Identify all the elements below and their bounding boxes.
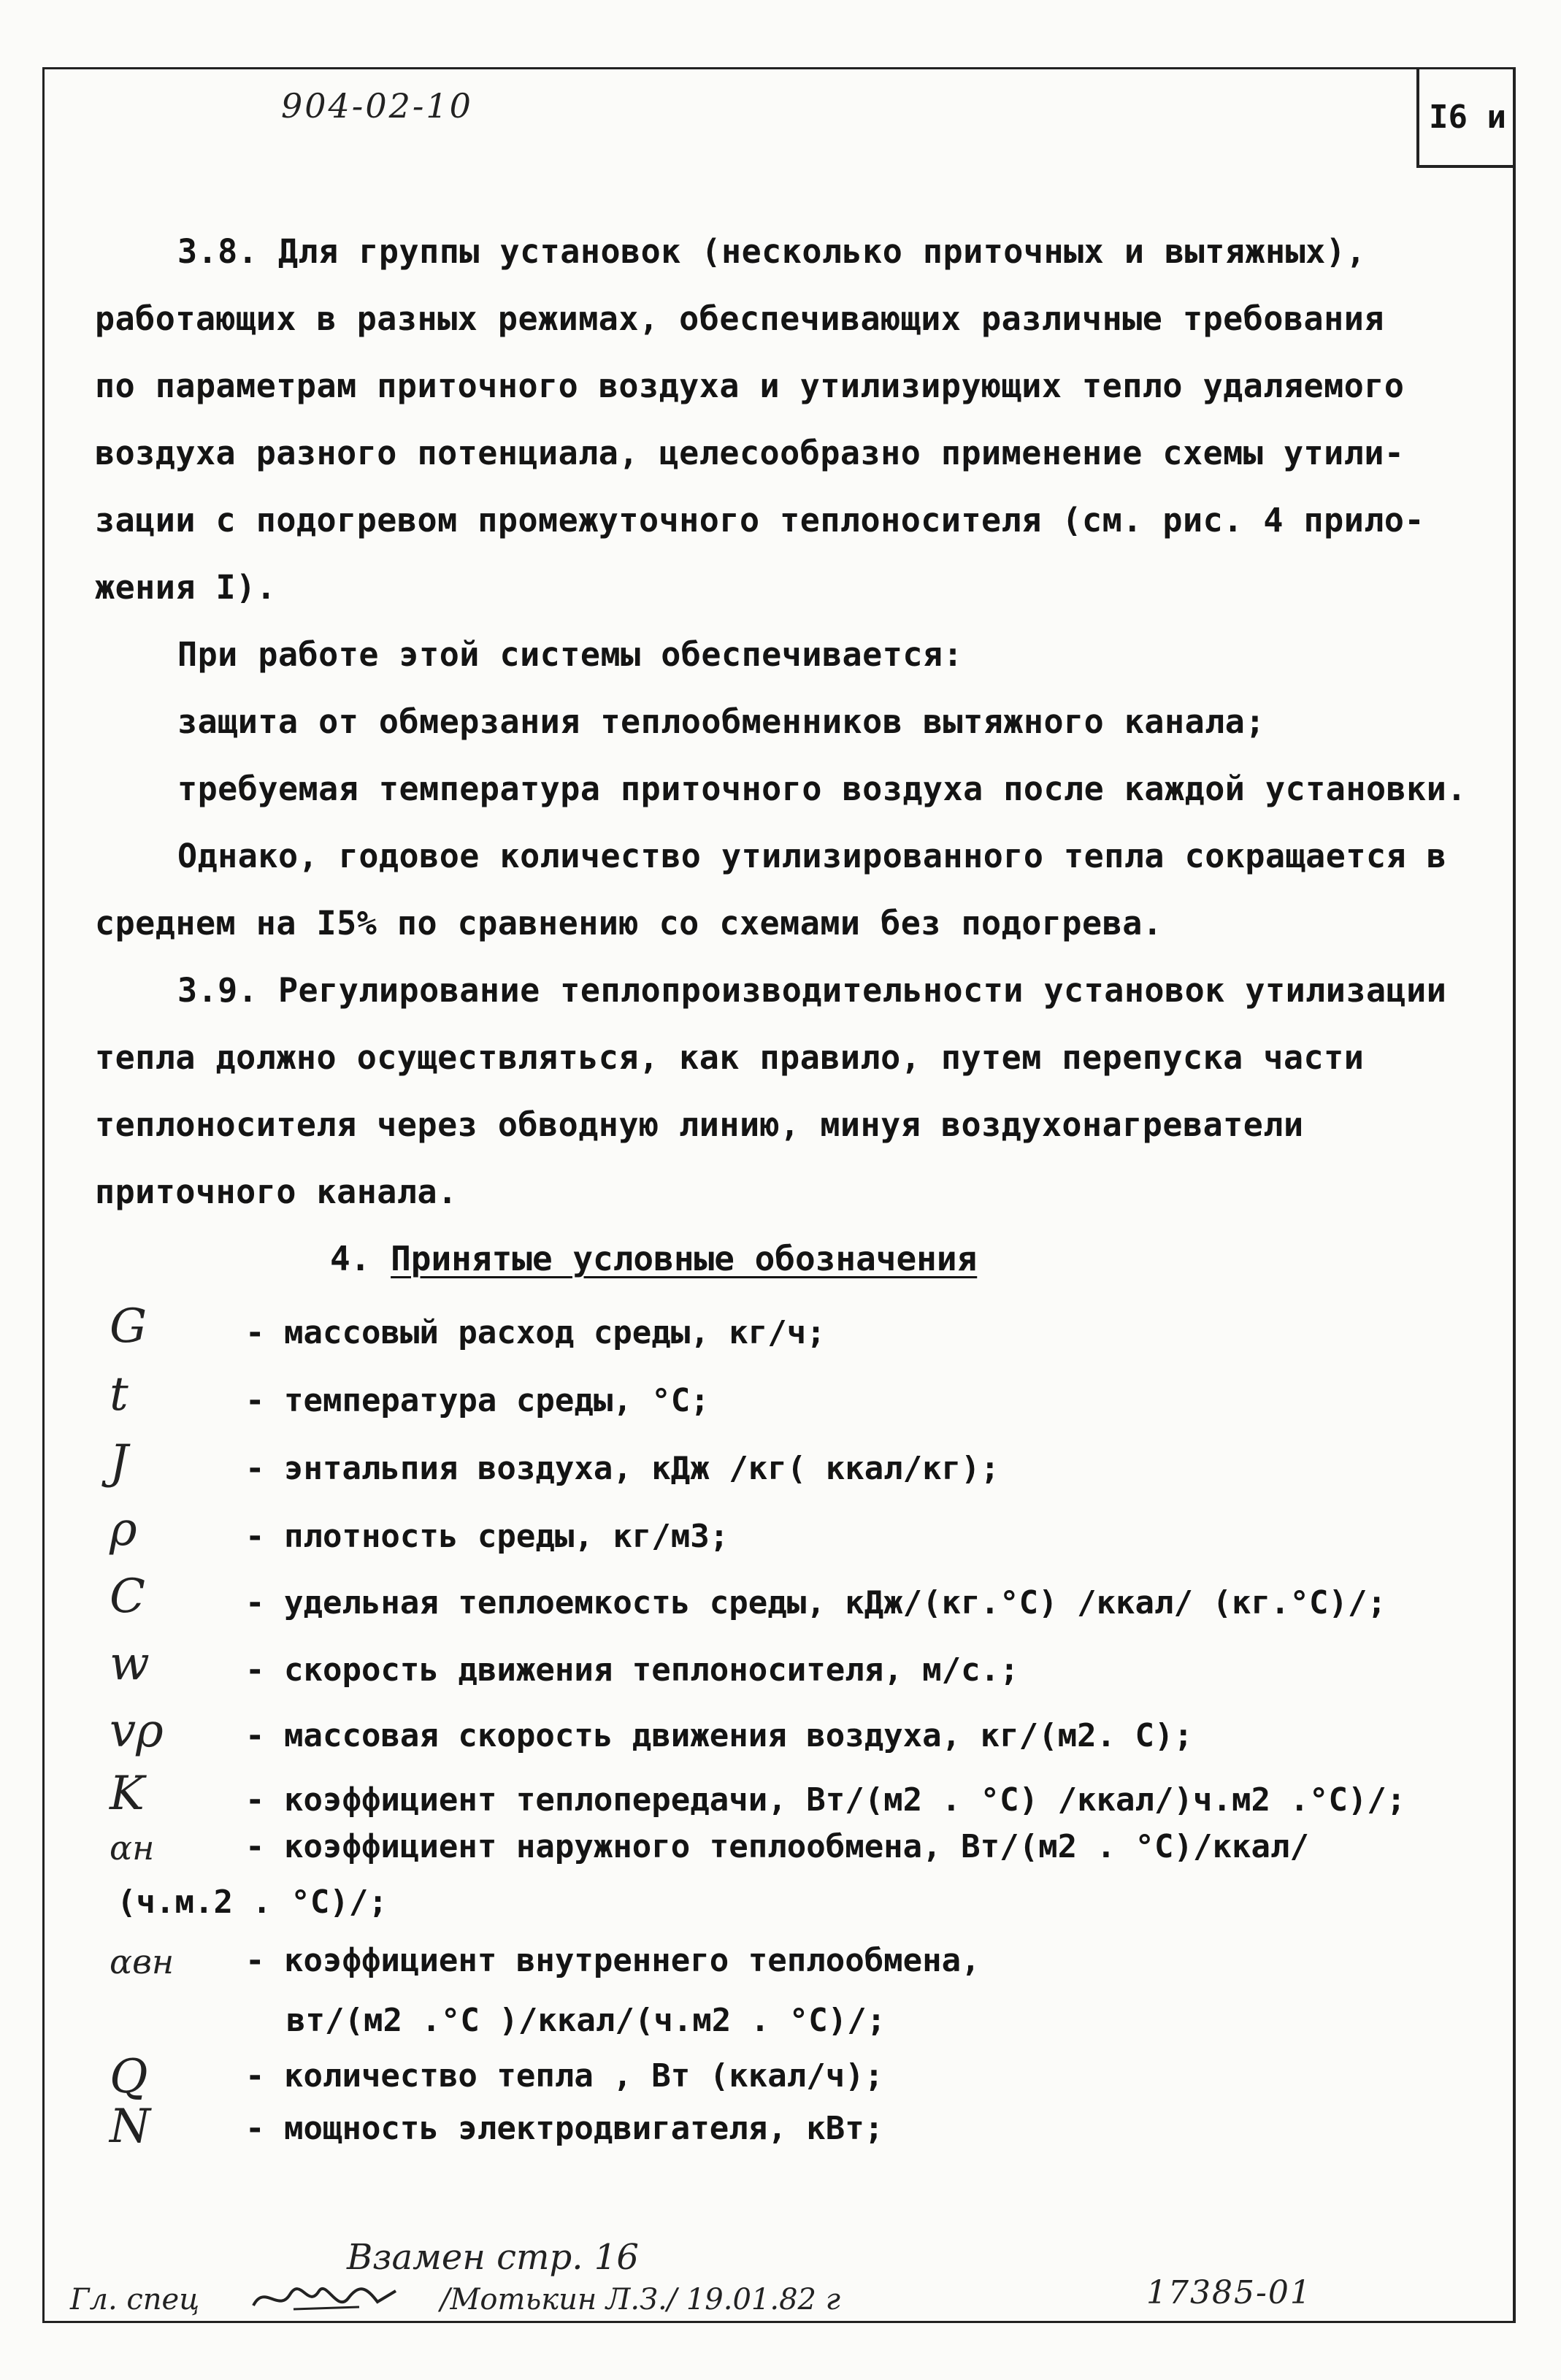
system-work-item: требуемая температура приточного воздуха после каждой установки.: [177, 769, 1467, 808]
paragraph-3-8-line: работающих в разных режимах, обеспечивающих различные требования: [95, 299, 1384, 338]
symbol-v-rho: vρ: [110, 1704, 164, 1758]
signatory-name-and-date: [440, 2283, 840, 2316]
paragraph-3-8-line: по параметрам приточного воздуха и утилизирующих тепло удаляемого: [95, 366, 1405, 405]
paragraph-3-9-line: теплоносителя через обводную линию, минуя воздухонагреватели: [95, 1105, 1304, 1144]
symbol-alpha-vn: αвн: [110, 1942, 174, 1981]
symbol-definition-continuation: (ч.м.2 . °С)/;: [117, 1884, 388, 1921]
however-paragraph-line: среднем на I5% по сравнению со схемами без подогрева.: [95, 904, 1163, 943]
symbol-definition: - коэффициент наружного теплообмена, Вт/(м2 . °С)/ккал/: [245, 1828, 1309, 1865]
symbol-definition: - массовый расход среды, кг/ч;: [245, 1314, 826, 1351]
symbol-definition: - плотность среды, кг/м3;: [245, 1518, 729, 1555]
section-4-heading: [330, 1239, 977, 1278]
symbol-definition: - температура среды, °С;: [245, 1382, 710, 1419]
symbol-definition: - скорость движения теплоносителя, м/с.;: [245, 1651, 1019, 1689]
symbol-Q: Q: [110, 2050, 148, 2104]
symbol-definition-continuation: вт/(м2 .°С )/ккал/(ч.м2 . °С)/;: [286, 2002, 886, 2039]
symbol-t: t: [110, 1367, 129, 1421]
signature-image: [250, 2276, 403, 2320]
archive-number: 17385-01: [1146, 2274, 1312, 2311]
section-4-title: Принятые условные обозначения: [391, 1239, 978, 1278]
symbol-definition: - удельная теплоемкость среды, кДж/(кг.°С) /ккал/ (кг.°С)/;: [245, 1584, 1387, 1621]
paragraph-3-8-line: воздуха разного потенциала, целесообразно применение схемы утили-: [95, 434, 1405, 472]
symbol-C: C: [110, 1570, 145, 1624]
symbol-definition: - массовая скорость движения воздуха, кг/(м2. С);: [245, 1717, 1194, 1754]
signature-date: 19.01.82 г: [686, 2283, 840, 2316]
section-4-number: 4.: [330, 1239, 371, 1278]
paragraph-3-8-line: жения I).: [95, 568, 277, 607]
document-code: 904-02-10: [281, 86, 473, 126]
chief-specialist-label: Гл. спец: [70, 2283, 200, 2316]
symbol-w: w: [110, 1637, 150, 1691]
symbol-K: K: [110, 1767, 145, 1821]
symbol-definition: - коэффициент внутреннего теплообмена,: [245, 1942, 981, 1979]
symbol-definition: - коэффициент теплопередачи, Вт/(м2 . °С) /ккал/)ч.м2 .°С)/;: [245, 1781, 1406, 1819]
symbol-J: J: [110, 1435, 129, 1489]
symbol-definition: - мощность электродвигателя, кВт;: [245, 2110, 884, 2147]
symbol-definition: - энтальпия воздуха, кДж /кг( ккал/кг);: [245, 1450, 1000, 1487]
signatory-name: /Мотькин Л.З./: [440, 2283, 678, 2316]
system-work-intro: При работе этой системы обеспечивается:: [177, 635, 964, 674]
symbol-rho: ρ: [110, 1502, 137, 1556]
paragraph-3-9-line: 3.9. Регулирование теплопроизводительности установок утилизации: [177, 971, 1447, 1010]
symbol-G: G: [110, 1300, 147, 1354]
paragraph-3-9-line: приточного канала.: [95, 1172, 458, 1211]
replacement-note: Взамен стр. 16: [347, 2237, 639, 2278]
paragraph-3-8-line: 3.8. Для группы установок (несколько приточных и вытяжных),: [177, 232, 1366, 271]
symbol-alpha-n: αн: [110, 1828, 155, 1867]
system-work-item: защита от обмерзания теплообменников вытяжного канала;: [177, 702, 1265, 741]
symbol-N: N: [110, 2100, 150, 2154]
paragraph-3-9-line: тепла должно осуществляться, как правило, путем перепуска части: [95, 1038, 1365, 1077]
however-paragraph-line: Однако, годовое количество утилизированного тепла сокращается в: [177, 837, 1447, 875]
symbol-definition: - количество тепла , Вт (ккал/ч);: [245, 2057, 884, 2095]
paragraph-3-8-line: зации с подогревом промежуточного теплоносителя (см. рис. 4 прило-: [95, 501, 1425, 540]
page-number: I6 и: [1416, 67, 1516, 168]
